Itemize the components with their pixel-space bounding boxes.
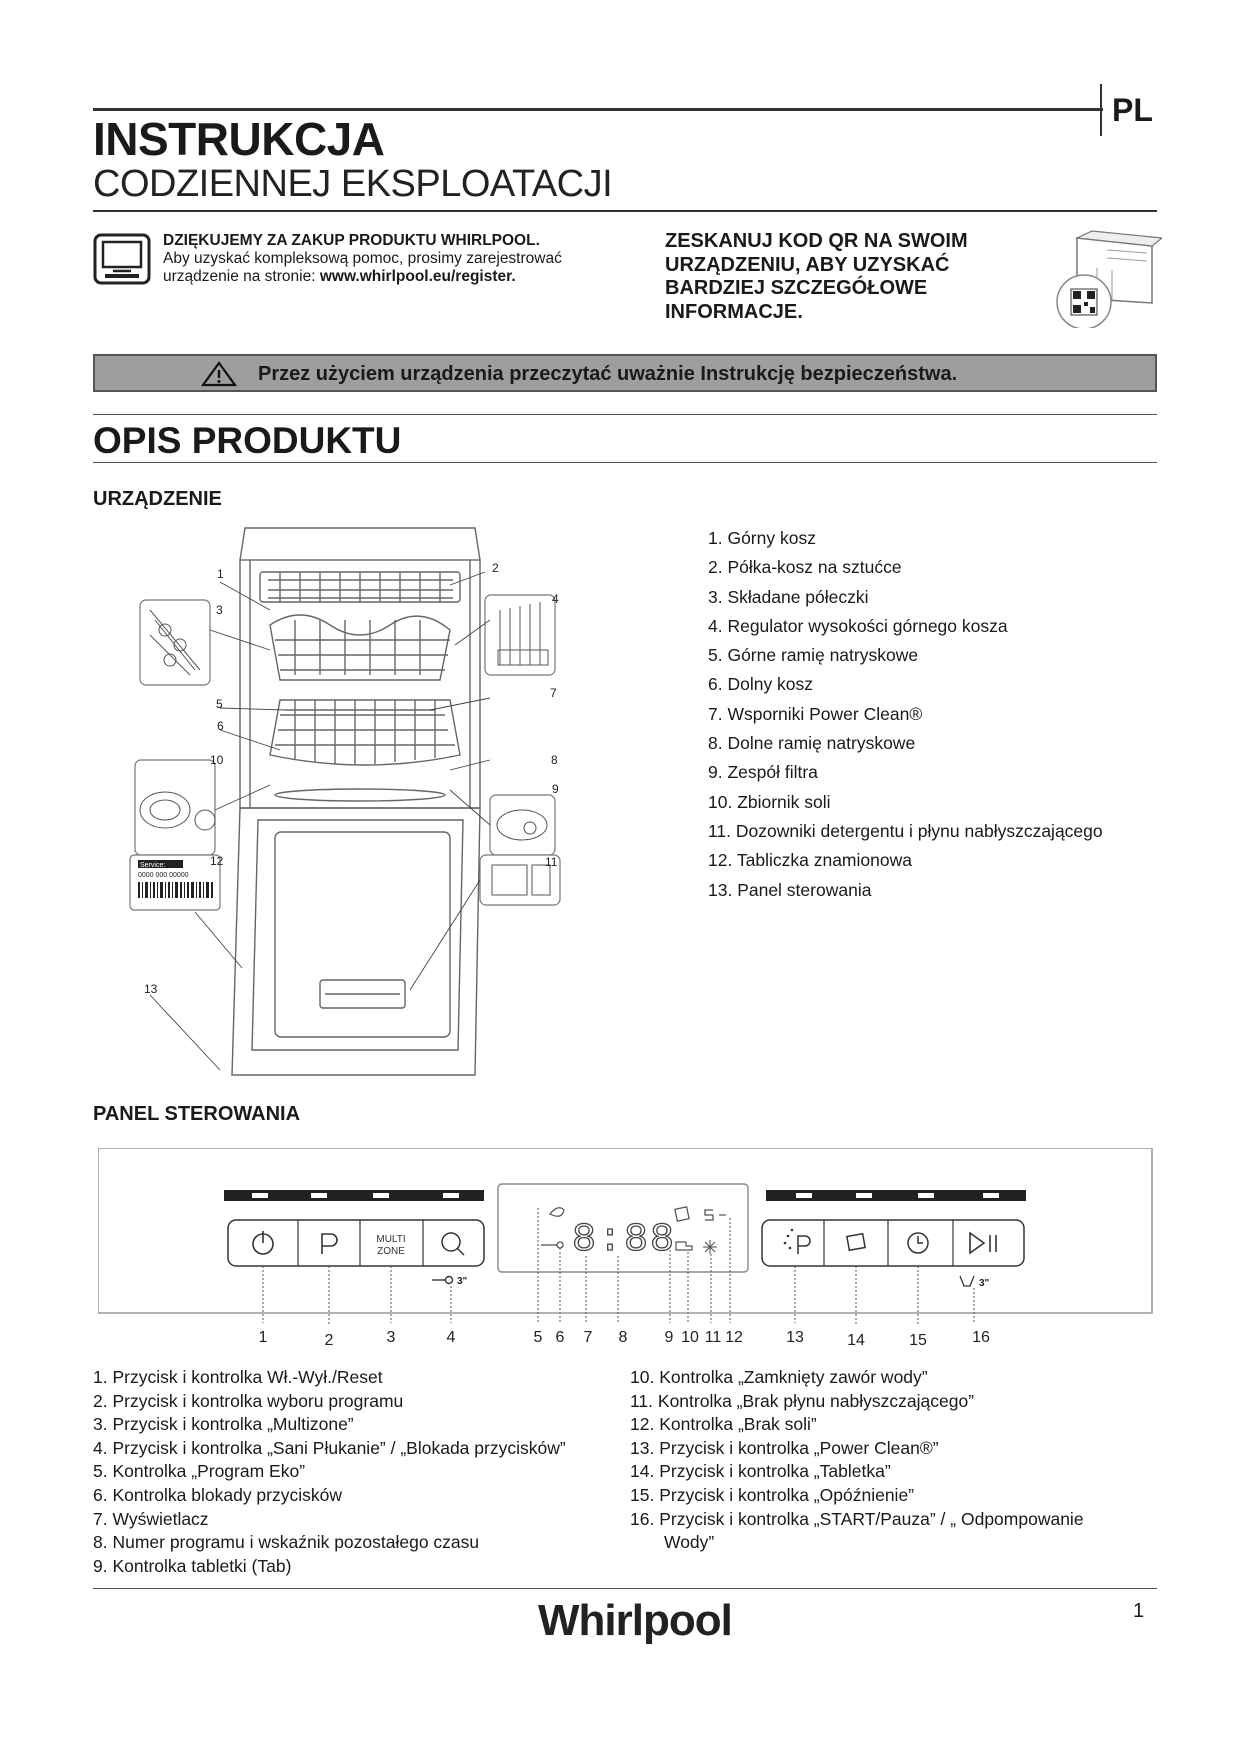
device-label-1: 1 xyxy=(217,567,224,581)
panel-callout-3: 3 xyxy=(386,1329,396,1346)
safety-warning-text: Przez użyciem urządzenia przeczytać uważnie Instrukcję bezpieczeństwa. xyxy=(258,363,958,385)
parts-list-item: 1. Górny kosz xyxy=(708,528,816,548)
key-hold-time: 3" xyxy=(457,1276,468,1287)
nameplate-service-label: Service: xyxy=(140,862,166,869)
parts-list-item: 7. Wsporniki Power Clean® xyxy=(708,703,923,724)
panel-callout-8: 8 xyxy=(618,1329,628,1346)
panel-callout-15: 15 xyxy=(909,1332,927,1349)
panel-legend-right xyxy=(630,1366,1084,1555)
thanks-text xyxy=(163,232,633,286)
multizone-label-2: ZONE xyxy=(377,1246,405,1257)
panel-callout-13: 13 xyxy=(786,1329,804,1346)
qr-instruction xyxy=(665,230,995,324)
legend-right-item: Wody” xyxy=(664,1532,715,1553)
panel-callout-10: 10 xyxy=(681,1329,699,1346)
device-label-6: 6 xyxy=(217,719,224,733)
legend-right-item: 13. Przycisk i kontrolka „Power Clean®” xyxy=(630,1437,939,1458)
appliance-qr-illustration xyxy=(1052,228,1162,328)
footer-rule xyxy=(93,1588,1157,1589)
panel-callout-1: 1 xyxy=(258,1329,268,1346)
device-label-7: 7 xyxy=(550,686,557,700)
parts-list-item: 3. Składane półeczki xyxy=(708,586,869,607)
parts-list-item: 9. Zespół filtra xyxy=(708,762,818,783)
device-label-9: 9 xyxy=(552,782,559,796)
rinse-aid-icon xyxy=(703,1240,717,1254)
parts-list-item: 13. Panel sterowania xyxy=(708,879,872,900)
parts-list-item: 5. Górne ramię natryskowe xyxy=(708,645,919,666)
legend-right-item: 10. Kontrolka „Zamknięty zawór wody” xyxy=(630,1367,928,1387)
device-label-10: 10 xyxy=(210,753,224,767)
legend-left-item: 1. Przycisk i kontrolka Wł.-Wył./Reset xyxy=(93,1367,383,1387)
whirlpool-logo: Whirlpool xyxy=(538,1596,732,1645)
section-top-rule xyxy=(93,414,1157,415)
qr-line-4: INFORMACJE. xyxy=(665,300,803,323)
legend-left-item: 6. Kontrolka blokady przycisków xyxy=(93,1484,342,1505)
page-number: 1 xyxy=(1133,1600,1145,1622)
top-rule xyxy=(93,108,1103,111)
nameplate-code: 0000 000 00000 xyxy=(138,872,189,879)
panel-heading: PANEL STEROWANIA xyxy=(93,1103,301,1125)
parts-list-item: 12. Tabliczka znamionowa xyxy=(708,850,912,871)
device-label-2: 2 xyxy=(492,561,499,575)
panel-callout-12: 12 xyxy=(725,1329,743,1346)
thanks-heading: DZIĘKUJEMY ZA ZAKUP PRODUKTU WHIRLPOOL. xyxy=(163,232,540,249)
computer-icon xyxy=(93,233,151,285)
device-heading: URZĄDZENIE xyxy=(93,488,222,510)
page-title: INSTRUKCJA xyxy=(93,113,385,165)
parts-list-item: 2. Półka-kosz na sztućce xyxy=(708,557,902,578)
legend-left-item: 5. Kontrolka „Program Eko” xyxy=(93,1461,306,1482)
panel-callout-5: 5 xyxy=(533,1329,543,1346)
panel-callout-4: 4 xyxy=(446,1329,456,1346)
device-label-3: 3 xyxy=(216,603,223,617)
legend-right-item: 14. Przycisk i kontrolka „Tabletka” xyxy=(630,1461,891,1482)
device-label-4: 4 xyxy=(552,592,559,606)
legend-right-item: 16. Przycisk i kontrolka „START/Pauza” / „ Odpompowanie xyxy=(630,1508,1084,1529)
panel-callout-2: 2 xyxy=(324,1332,334,1349)
parts-list-item: 6. Dolny kosz xyxy=(708,674,814,695)
parts-list-item: 4. Regulator wysokości górnego kosza xyxy=(708,615,1008,636)
legend-left-item: 4. Przycisk i kontrolka „Sani Płukanie” / „Blokada przycisków” xyxy=(93,1437,566,1458)
legend-left-item: 9. Kontrolka tabletki (Tab) xyxy=(93,1555,292,1576)
parts-list-item: 11. Dozowniki detergentu i płynu nabłyszczającego xyxy=(708,820,1103,841)
parts-list-item: 10. Zbiornik soli xyxy=(708,791,831,812)
panel-callout-9: 9 xyxy=(664,1329,674,1346)
thanks-line-2: urządzenie na stronie: xyxy=(163,268,320,285)
section-title: OPIS PRODUKTU xyxy=(93,420,402,461)
panel-callout-7: 7 xyxy=(583,1329,593,1346)
panel-callout-6: 6 xyxy=(555,1329,565,1346)
legend-left-item: 3. Przycisk i kontrolka „Multizone” xyxy=(93,1414,354,1435)
legend-right-item: 15. Przycisk i kontrolka „Opóźnienie” xyxy=(630,1484,914,1505)
panel-callout-14: 14 xyxy=(847,1332,865,1349)
header-bottom-rule xyxy=(93,210,1157,212)
parts-list-item: 8. Dolne ramię natryskowe xyxy=(708,733,916,754)
device-label-11: 11 xyxy=(545,855,558,869)
legend-right-item: 12. Kontrolka „Brak soli” xyxy=(630,1414,817,1435)
register-link[interactable]: www.whirlpool.eu/register. xyxy=(319,268,516,285)
qr-line-2: URZĄDZENIU, ABY UZYSKAĆ xyxy=(665,253,950,276)
warning-triangle-icon xyxy=(201,361,237,387)
lang-divider xyxy=(1100,84,1102,136)
legend-right-item: 11. Kontrolka „Brak płynu nabłyszczającego” xyxy=(630,1390,975,1411)
multizone-button[interactable] xyxy=(376,1234,405,1257)
page-subtitle: CODZIENNEJ EKSPLOATACJI xyxy=(93,163,613,205)
legend-left-item: 2. Przycisk i kontrolka wyboru programu xyxy=(93,1390,404,1411)
multizone-label-1: MULTI xyxy=(376,1234,406,1245)
dishwasher-diagram xyxy=(120,520,590,1080)
panel-callout-16: 16 xyxy=(972,1329,990,1346)
panel-legend-left xyxy=(93,1366,566,1578)
drain-hold-time: 3" xyxy=(979,1278,990,1289)
device-label-12: 12 xyxy=(210,854,224,868)
safety-warning-bar xyxy=(93,354,1157,392)
device-label-8: 8 xyxy=(551,753,558,767)
control-panel-diagram xyxy=(98,1148,1154,1358)
thanks-line-1: Aby uzyskać kompleksową pomoc, prosimy zarejestrować xyxy=(163,250,562,267)
qr-line-3: BARDZIEJ SZCZEGÓŁOWE xyxy=(665,277,928,299)
device-label-5: 5 xyxy=(216,697,223,711)
section-bottom-rule xyxy=(93,462,1157,463)
qr-line-1: ZESKANUJ KOD QR NA SWOIM xyxy=(665,230,968,252)
parts-list xyxy=(708,524,1103,905)
legend-left-item: 8. Numer programu i wskaźnik pozostałego czasu xyxy=(93,1532,480,1553)
device-label-13: 13 xyxy=(144,982,158,996)
legend-left-item: 7. Wyświetlacz xyxy=(93,1508,209,1529)
language-code: PL xyxy=(1112,92,1153,128)
panel-callout-11: 11 xyxy=(704,1329,722,1346)
display-digits: 8:88 xyxy=(572,1218,677,1263)
